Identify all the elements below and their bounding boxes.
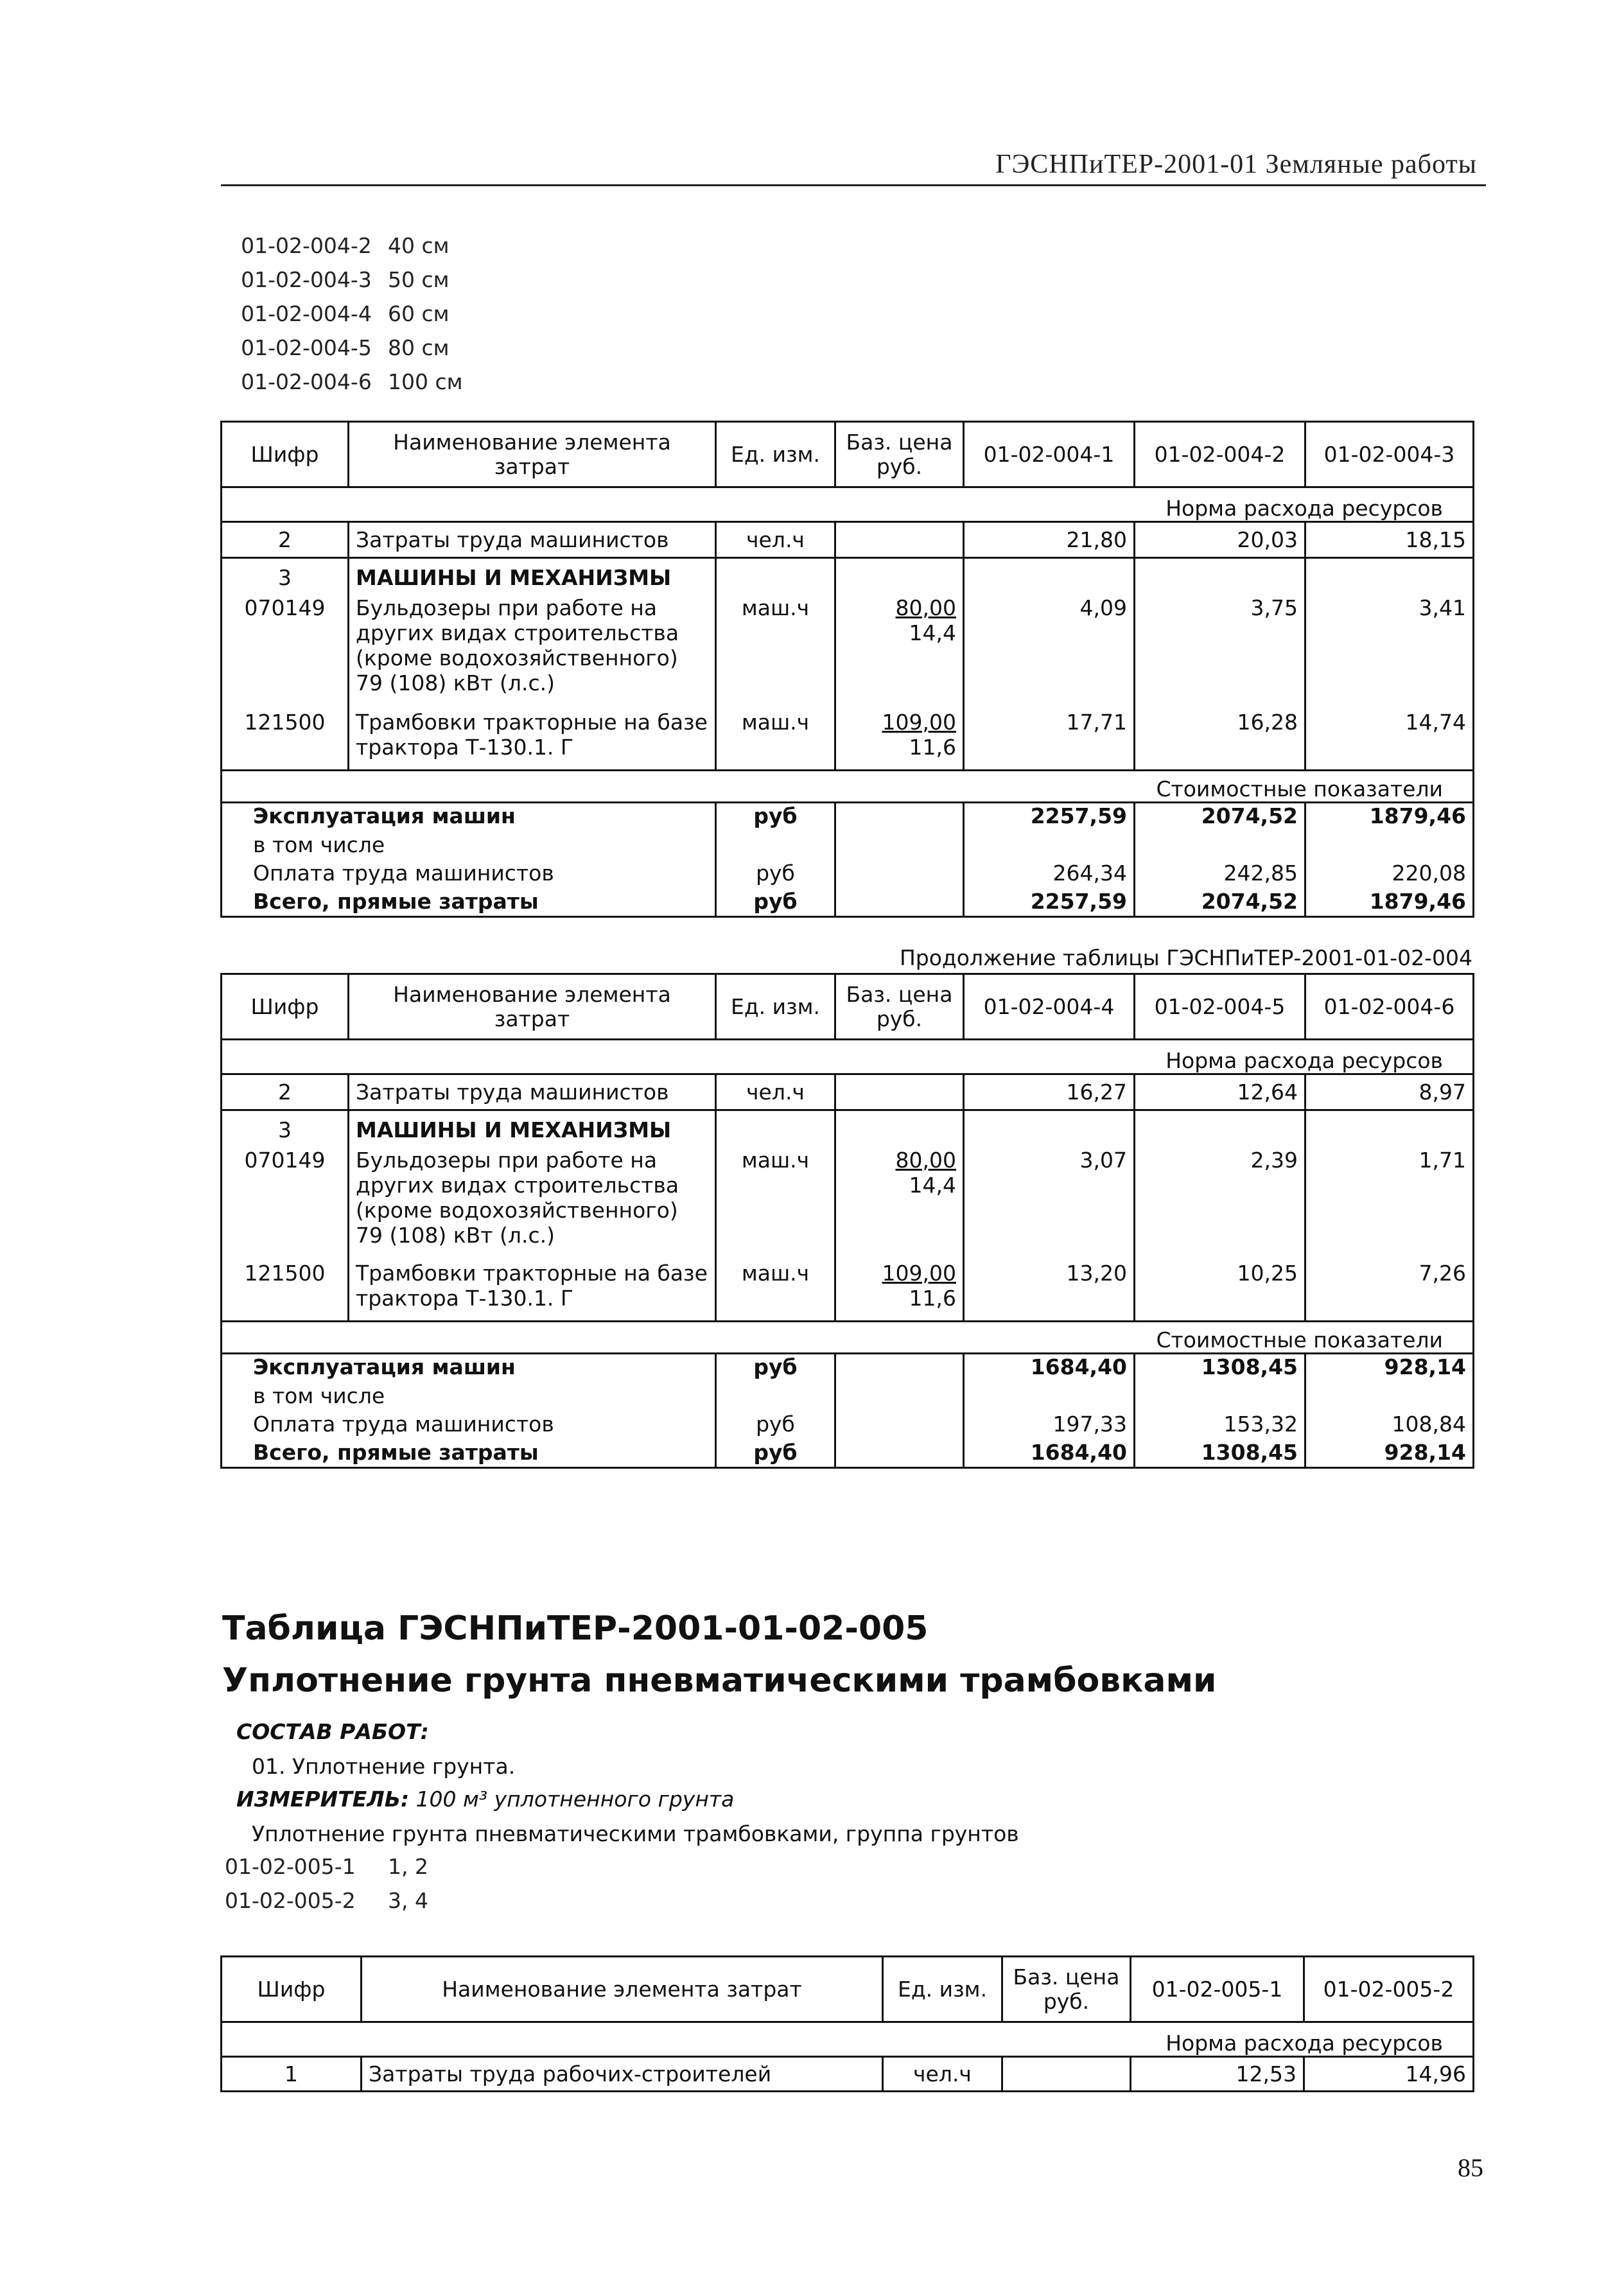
empty-cell — [835, 1354, 964, 1383]
table-row — [222, 1440, 1474, 1468]
row-value: 4,09 — [964, 595, 1135, 710]
row-cipher: 2 — [222, 522, 349, 558]
row-value: 108,84 — [1305, 1412, 1474, 1440]
empty-cell — [835, 803, 964, 832]
row-name — [349, 710, 716, 771]
col-header-code: 01-02-005-2 — [1304, 1957, 1474, 2022]
row-value: 10,25 — [1135, 1261, 1305, 1322]
empty-cell — [835, 861, 964, 889]
row-unit: руб — [716, 803, 835, 832]
code-desc: 3, 4 — [388, 1888, 428, 1913]
row-unit: руб — [716, 889, 835, 917]
operator-pay-label: Оплата труда машинистов — [222, 1412, 716, 1440]
section-title: Таблица ГЭСНПиТЕР-2001-01-02-005 — [222, 1609, 929, 1648]
codes-list-005 — [225, 1850, 428, 1918]
code-row — [225, 331, 463, 365]
col-header-code: 01-02-004-1 — [964, 422, 1135, 487]
empty-cell — [1135, 832, 1305, 861]
table-row — [222, 803, 1474, 832]
row-value: 3,41 — [1305, 595, 1474, 710]
price-value: 80,00 — [895, 595, 956, 620]
col-header-base-price: Баз. цена руб. — [835, 422, 964, 487]
total-label: Всего, прямые затраты — [222, 1440, 716, 1468]
table-row — [222, 710, 1474, 771]
row-value: 18,15 — [1305, 522, 1474, 558]
empty-cell — [716, 558, 835, 595]
row-price — [1002, 2057, 1131, 2092]
empty-cell — [716, 1383, 835, 1412]
row-unit: руб — [716, 1412, 835, 1440]
row-unit: руб — [716, 1440, 835, 1468]
row-name-line: 79 (108) кВт (л.с.) — [356, 670, 555, 695]
price-value: 109,00 — [882, 709, 956, 735]
empty-cell — [835, 832, 964, 861]
row-name-line: Бульдозеры при работе на — [356, 1147, 658, 1173]
row-name-line: других видах строительства — [356, 620, 679, 645]
row-value: 8,97 — [1305, 1074, 1474, 1110]
row-value: 928,14 — [1305, 1354, 1474, 1383]
price-operator: 14,4 — [909, 1172, 956, 1198]
row-price — [835, 595, 964, 710]
row-name-line: трактора Т-130.1. Г — [356, 734, 574, 760]
row-name: Затраты труда машинистов — [349, 1074, 716, 1110]
row-value: 1,71 — [1305, 1148, 1474, 1261]
continuation-caption: Продолжение таблицы ГЭСНПиТЕР-2001-01-02-004 — [899, 945, 1472, 970]
price-operator: 11,6 — [909, 734, 956, 760]
col-header-unit: Ед. изм. — [883, 1957, 1002, 2022]
row-name — [349, 595, 716, 710]
table-row — [222, 1148, 1474, 1261]
row-name: Затраты труда машинистов — [349, 522, 716, 558]
code-desc: 100 см — [388, 369, 463, 394]
row-cipher: 1 — [222, 2057, 362, 2092]
code: 01-02-005-2 — [225, 1888, 356, 1913]
row-value: 1684,40 — [964, 1440, 1135, 1468]
row-value: 153,32 — [1135, 1412, 1305, 1440]
row-unit: маш.ч — [716, 710, 835, 771]
row-value: 3,75 — [1135, 595, 1305, 710]
row-value: 1684,40 — [964, 1354, 1135, 1383]
empty-cell — [716, 1110, 835, 1148]
row-price — [835, 522, 964, 558]
including-label: в том числе — [222, 832, 716, 861]
table-row — [222, 1074, 1474, 1110]
row-name: Затраты труда рабочих-строителей — [362, 2057, 883, 2092]
col-header-code: 01-02-004-5 — [1135, 974, 1305, 1040]
empty-cell — [1305, 558, 1474, 595]
col-header-code: 01-02-004-4 — [964, 974, 1135, 1040]
table-row — [222, 558, 1474, 595]
price-value: 109,00 — [882, 1260, 956, 1286]
table-row — [222, 522, 1474, 558]
empty-cell — [1135, 1110, 1305, 1148]
col-header-cipher: Шифр — [222, 422, 349, 487]
measure-value: 100 м³ уплотненного грунта — [415, 1787, 735, 1812]
code: 01-02-004-2 — [241, 233, 372, 258]
norm-label: Норма расхода ресурсов — [222, 1040, 1474, 1074]
table-row — [222, 2057, 1474, 2092]
table-row — [222, 595, 1474, 710]
row-name-line: (кроме водохозяйственного) — [356, 645, 678, 670]
row-value: 2257,59 — [964, 803, 1135, 832]
empty-cell — [835, 889, 964, 917]
empty-cell — [716, 832, 835, 861]
table-row — [222, 889, 1474, 917]
works-label: СОСТАВ РАБОТ: — [236, 1719, 429, 1744]
table-row — [222, 1110, 1474, 1148]
row-value: 1879,46 — [1305, 803, 1474, 832]
section-description: Уплотнение грунта пневматическими трамбовками, группа грунтов — [252, 1821, 1019, 1846]
operator-pay-label: Оплата труда машинистов — [222, 861, 716, 889]
row-value: 220,08 — [1305, 861, 1474, 889]
table-row — [222, 1261, 1474, 1322]
row-cipher: 121500 — [222, 1261, 349, 1322]
row-value: 2074,52 — [1135, 889, 1305, 917]
row-unit: чел.ч — [716, 522, 835, 558]
col-header-code: 01-02-004-2 — [1135, 422, 1305, 487]
empty-cell — [964, 1383, 1135, 1412]
row-value: 242,85 — [1135, 861, 1305, 889]
col-header-name: Наименование элемента затрат — [362, 1957, 883, 2022]
row-cipher: 070149 — [222, 595, 349, 710]
row-cipher: 3 — [222, 558, 349, 595]
price-operator: 14,4 — [909, 620, 956, 645]
col-header-code: 01-02-004-6 — [1305, 974, 1474, 1040]
resource-table-01-02-005 — [220, 1955, 1474, 2092]
row-value: 1308,45 — [1135, 1440, 1305, 1468]
row-value: 13,20 — [964, 1261, 1135, 1322]
table-row — [222, 861, 1474, 889]
col-header-base-price: Баз. цена руб. — [835, 974, 964, 1040]
row-unit: руб — [716, 861, 835, 889]
code-row — [225, 263, 463, 297]
row-unit: маш.ч — [716, 595, 835, 710]
machines-heading: МАШИНЫ И МЕХАНИЗМЫ — [349, 558, 716, 595]
col-header-base-price: Баз. цена руб. — [1002, 1957, 1131, 2022]
section-subtitle: Уплотнение грунта пневматическими трамбовками — [222, 1661, 1217, 1700]
col-header-cipher: Шифр — [222, 974, 349, 1040]
col-header-code: 01-02-005-1 — [1131, 1957, 1304, 2022]
row-price — [835, 710, 964, 771]
empty-cell — [835, 558, 964, 595]
code-desc: 60 см — [388, 301, 450, 326]
work-item: 01. Уплотнение грунта. — [252, 1754, 516, 1779]
row-unit: чел.ч — [883, 2057, 1002, 2092]
code: 01-02-004-5 — [241, 335, 372, 360]
empty-cell — [835, 1440, 964, 1468]
row-value: 2,39 — [1135, 1148, 1305, 1261]
code: 01-02-004-6 — [241, 369, 372, 394]
code-desc: 40 см — [388, 233, 450, 258]
empty-cell — [1305, 1383, 1474, 1412]
empty-cell — [964, 832, 1135, 861]
row-value: 928,14 — [1305, 1440, 1474, 1468]
price-operator: 11,6 — [909, 1285, 956, 1311]
row-price — [835, 1148, 964, 1261]
row-cipher: 121500 — [222, 710, 349, 771]
row-name-line: Бульдозеры при работе на — [356, 595, 658, 620]
col-header-unit: Ед. изм. — [716, 974, 835, 1040]
empty-cell — [1305, 832, 1474, 861]
row-unit: чел.ч — [716, 1074, 835, 1110]
row-cipher: 070149 — [222, 1148, 349, 1261]
empty-cell — [964, 1110, 1135, 1148]
norm-label: Норма расхода ресурсов — [222, 2022, 1474, 2057]
norm-label: Норма расхода ресурсов — [222, 487, 1474, 522]
row-value: 2074,52 — [1135, 803, 1305, 832]
cost-label: Стоимостные показатели — [222, 771, 1474, 803]
row-value: 264,34 — [964, 861, 1135, 889]
row-value: 1879,46 — [1305, 889, 1474, 917]
total-label: Всего, прямые затраты — [222, 889, 716, 917]
page-number: 85 — [1458, 2153, 1483, 2182]
table-row — [222, 832, 1474, 861]
empty-cell — [1135, 558, 1305, 595]
row-name-line: других видах строительства — [356, 1172, 679, 1198]
empty-cell — [1135, 1383, 1305, 1412]
row-name-line: Трамбовки тракторные на базе — [356, 1260, 708, 1286]
row-value: 12,53 — [1131, 2057, 1304, 2092]
row-value: 14,74 — [1305, 710, 1474, 771]
col-header-code: 01-02-004-3 — [1305, 422, 1474, 487]
row-value: 16,28 — [1135, 710, 1305, 771]
empty-cell — [835, 1110, 964, 1148]
empty-cell — [1305, 1110, 1474, 1148]
including-label: в том числе — [222, 1383, 716, 1412]
row-value: 21,80 — [964, 522, 1135, 558]
exploitation-label: Эксплуатация машин — [222, 803, 716, 832]
code-row — [225, 1884, 428, 1918]
measure-label: ИЗМЕРИТЕЛЬ: — [236, 1787, 410, 1812]
col-header-unit: Ед. изм. — [716, 422, 835, 487]
row-value: 2257,59 — [964, 889, 1135, 917]
code-row — [225, 365, 463, 399]
empty-cell — [835, 1412, 964, 1440]
code: 01-02-005-1 — [225, 1854, 356, 1879]
row-price — [835, 1261, 964, 1322]
row-unit: маш.ч — [716, 1148, 835, 1261]
code: 01-02-004-3 — [241, 267, 372, 292]
code-desc: 80 см — [388, 335, 450, 360]
row-value: 14,96 — [1304, 2057, 1474, 2092]
cost-label: Стоимостные показатели — [222, 1322, 1474, 1354]
table-row — [222, 1383, 1474, 1412]
code: 01-02-004-4 — [241, 301, 372, 326]
row-value: 197,33 — [964, 1412, 1135, 1440]
row-unit: руб — [716, 1354, 835, 1383]
row-cipher: 2 — [222, 1074, 349, 1110]
code-desc: 1, 2 — [388, 1854, 428, 1879]
code-row — [225, 229, 463, 263]
col-header-name: Наименование элемента затрат — [349, 974, 716, 1040]
col-header-cipher: Шифр — [222, 1957, 362, 2022]
code-desc: 50 см — [388, 267, 450, 292]
price-value: 80,00 — [895, 1147, 956, 1173]
measure-line — [236, 1787, 734, 1812]
row-value: 17,71 — [964, 710, 1135, 771]
row-value: 16,27 — [964, 1074, 1135, 1110]
running-header: ГЭСНПиТЕР-2001-01 Земляные работы — [995, 150, 1477, 179]
empty-cell — [835, 1383, 964, 1412]
row-name — [349, 1261, 716, 1322]
row-cipher: 3 — [222, 1110, 349, 1148]
exploitation-label: Эксплуатация машин — [222, 1354, 716, 1383]
resource-table-01-02-004-a — [220, 421, 1474, 918]
row-value: 12,64 — [1135, 1074, 1305, 1110]
row-value: 3,07 — [964, 1148, 1135, 1261]
codes-list-top — [225, 229, 463, 399]
header-rule — [221, 184, 1486, 186]
table-row — [222, 1354, 1474, 1383]
row-value: 7,26 — [1305, 1261, 1474, 1322]
row-name-line: 79 (108) кВт (л.с.) — [356, 1222, 555, 1248]
row-name-line: (кроме водохозяйственного) — [356, 1197, 678, 1223]
row-value: 20,03 — [1135, 522, 1305, 558]
machines-heading: МАШИНЫ И МЕХАНИЗМЫ — [349, 1110, 716, 1148]
row-value: 1308,45 — [1135, 1354, 1305, 1383]
table-row — [222, 1412, 1474, 1440]
row-name-line: трактора Т-130.1. Г — [356, 1285, 574, 1311]
code-row — [225, 1850, 428, 1884]
code-row — [225, 297, 463, 331]
col-header-name: Наименование элемента затрат — [349, 422, 716, 487]
resource-table-01-02-004-b — [220, 973, 1474, 1469]
row-unit: маш.ч — [716, 1261, 835, 1322]
row-price — [835, 1074, 964, 1110]
row-name — [349, 1148, 716, 1261]
row-name-line: Трамбовки тракторные на базе — [356, 709, 708, 735]
empty-cell — [964, 558, 1135, 595]
